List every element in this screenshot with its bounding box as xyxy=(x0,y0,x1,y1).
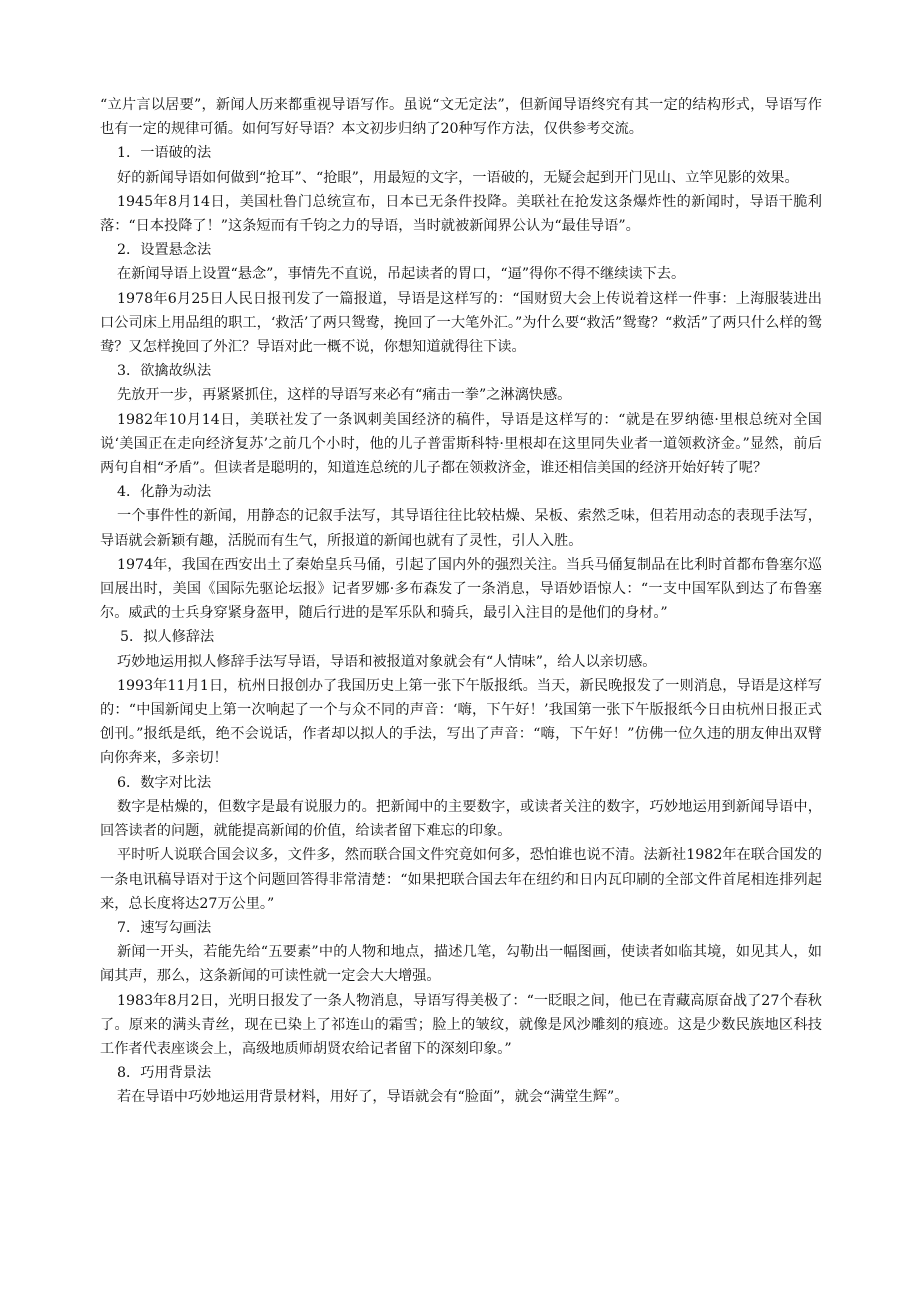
section-3-paragraph-2: 1982年10月14日，美联社发了一条讽刺美国经济的稿件，导语是这样写的：“就是在罗纳德·里根总统对全国说‘美国正在走向经济复苏’之前几个小时，他的儿子普雷斯科特·里根却在这里同失业者一道领救济金。”显然，前后两句自相“矛盾”。但读者是聪明的，知道连总统的儿子都在领救济金，谁还相信美国的经济开始好转了呢？ xyxy=(100,411,822,477)
intro-paragraph: “立片言以居要”，新闻人历来都重视导语写作。虽说“文无定法”，但新闻导语终究有其一定的结构形式，导语写作也有一定的规律可循。如何写好导语？本文初步归纳了20种写作方法，仅供参考交流。 xyxy=(100,97,822,138)
section-heading-2: 2．设置悬念法 xyxy=(117,242,212,259)
section-6-paragraph-2: 平时听人说联合国会议多，文件多，然而联合国文件究竟如何多，恐怕谁也说不清。法新社1982年在联合国发的一条电讯稿导语对于这个问题回答得非常清楚：“如果把联合国去年在纽约和日内瓦印刷的全部文件首尾相连排列起来，总长度将达27万公里。” xyxy=(100,847,822,912)
section-6-paragraph-1: 数字是枯燥的，但数字是最有说服力的。把新闻中的主要数字，或读者关注的数字，巧妙地运用到新闻导语中，回答读者的问题，就能提高新闻的价值，给读者留下难忘的印象。 xyxy=(100,798,822,840)
section-2-paragraph-2: 1978年6月25日人民日报刊发了一篇报道，导语是这样写的：“国财贸大会上传说着这样一件事：上海服装进出口公司床上用品组的职工，‘救活’了两只鸳鸯，挽回了一大笔外汇。”为什么要“救活”鸳鸯？“救活”了两只什么样的鸳鸯？又怎样挽回了外汇？导语对此一概不说，你想知道就得往下读。 xyxy=(100,290,822,356)
section-heading-7: 7．速写勾画法 xyxy=(117,919,212,936)
section-5-paragraph-2: 1993年11月1日，杭州日报创办了我国历史上第一张下午版报纸。当天，新民晚报发了一则消息，导语是这样写的：“中国新闻史上第一次响起了一个与众不同的声音：‘嗨，下午好！’我国第一张下午版报纸今日由杭州日报正式创刊。”报纸是纸，绝不会说话，作者却以拟人的手法，写出了声音：“嗨，下午好！”仿佛一位久违的朋友伸出双臂向你奔来，多亲切！ xyxy=(100,677,822,767)
section-5-paragraph-1: 巧妙地运用拟人修辞手法写导语，导语和被报道对象就会有“人情味”，给人以亲切感。 xyxy=(117,653,657,670)
section-7-paragraph-1: 新闻一开头，若能先给“五要素”中的人物和地点，描述几笔，勾勒出一幅图画，使读者如临其境，如见其人，如闻其声，那么，这条新闻的可读性就一定会大大增强。 xyxy=(100,944,822,985)
section-heading-8: 8．巧用背景法 xyxy=(117,1065,212,1082)
section-2-paragraph-1: 在新闻导语上设置“悬念”，事情先不直说，吊起读者的胃口，“逼”得你不得不继续读下去。 xyxy=(117,266,686,283)
section-heading-6: 6．数字对比法 xyxy=(117,774,212,791)
section-3-paragraph-1: 先放开一步，再紧紧抓住，这样的导语写来必有“痛击一拳”之淋漓快感。 xyxy=(117,387,572,404)
document-page xyxy=(100,93,822,1110)
section-4-paragraph-1: 一个事件性的新闻，用静态的记叙手法写，其导语往往比较枯燥、呆板、索然乏味，但若用动态的表现手法写，导语就会新颖有趣，活脱而有生气，所报道的新闻也就有了灵性，引人入胜。 xyxy=(100,508,822,549)
section-heading-1: 1．一语破的法 xyxy=(117,145,212,162)
section-heading-3: 3．欲擒故纵法 xyxy=(117,363,212,380)
section-8-paragraph-1: 若在导语中巧妙地运用背景材料，用好了，导语就会有“脸面”，就会“满堂生辉”。 xyxy=(117,1089,629,1106)
section-7-paragraph-2: 1983年8月2日，光明日报发了一条人物消息，导语写得美极了：“一眨眼之间，他已在青藏高原奋战了27个春秋了。原来的满头青丝，现在已染上了祁连山的霜雪；脸上的皱纹，就像是风沙雕刻的痕迹。这是少数民族地区科技工作者代表座谈会上，高级地质师胡贤农给记者留下的深刻印象。” xyxy=(100,992,822,1057)
section-4-paragraph-2: 1974年，我国在西安出土了秦始皇兵马俑，引起了国内外的强烈关注。当兵马俑复制品在比利时首都布鲁塞尔巡回展出时，美国《国际先驱论坛报》记者罗娜·多布森发了一条消息，导语妙语惊人：“一支中国军队到达了布鲁塞尔。威武的士兵身穿紧身盔甲，随后行进的是军乐队和骑兵，最引入注目的是他们的身材。” xyxy=(100,556,822,622)
section-heading-5: 5．拟人修辞法 xyxy=(120,629,215,646)
section-heading-4: 4．化静为动法 xyxy=(117,484,212,501)
section-1-paragraph-1: 好的新闻导语如何做到“抢耳”、“抢眼”，用最短的文字，一语破的，无疑会起到开门见山、立竿见影的效果。 xyxy=(117,169,799,186)
section-1-paragraph-2: 1945年8月14日，美国杜鲁门总统宣布，日本已无条件投降。美联社在抢发这条爆炸性的新闻时，导语干脆利落：“日本投降了！”这条短而有千钧之力的导语，当时就被新闻界公认为“最佳导语”。 xyxy=(100,193,822,235)
